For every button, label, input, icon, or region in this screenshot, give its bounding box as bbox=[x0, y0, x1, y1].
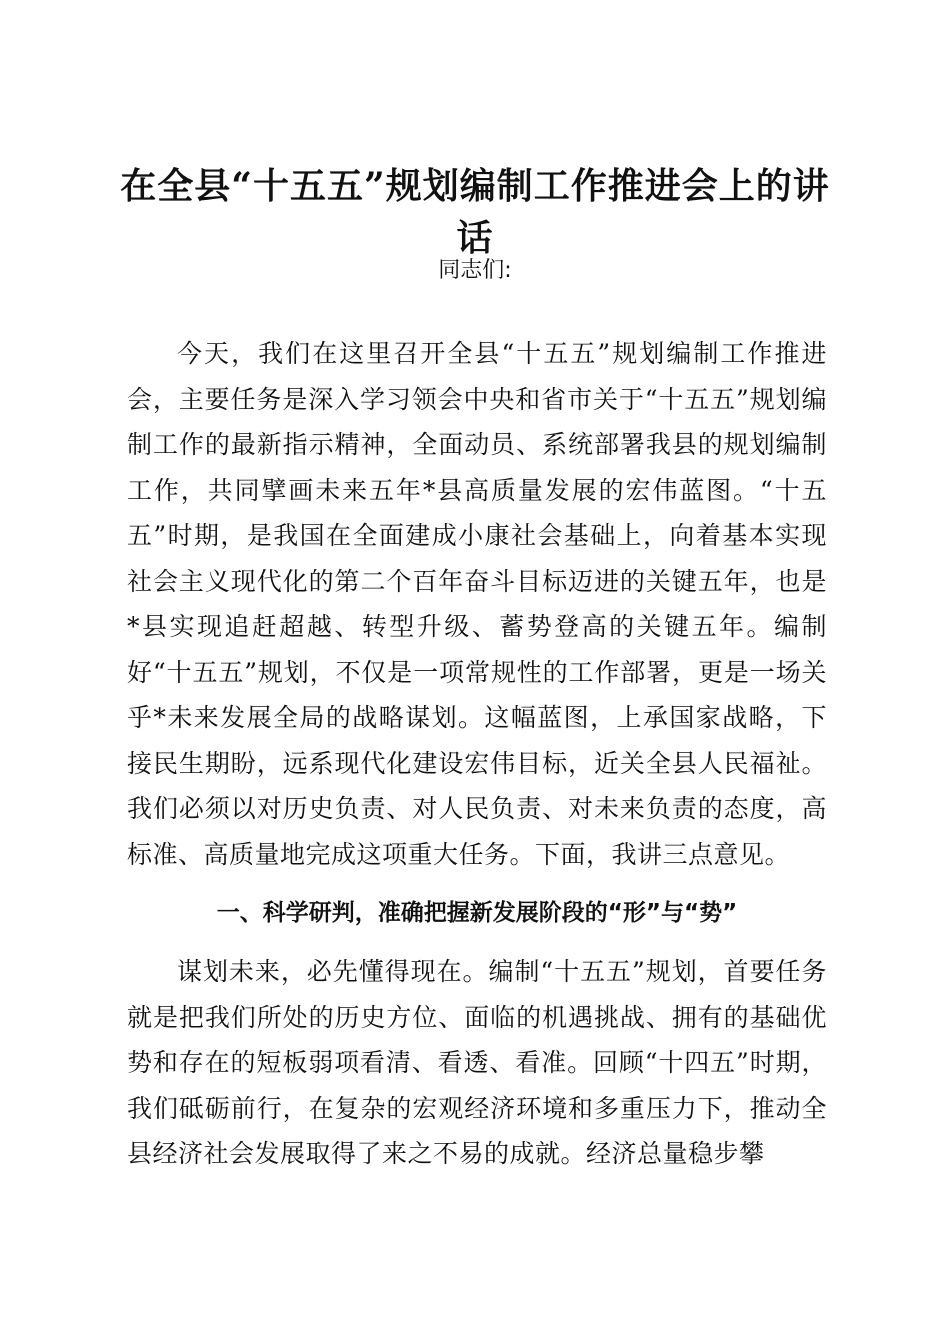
body-paragraph: 谋划未来，必先懂得现在。编制“十五五”规划，首要任务就是把我们所处的历史方位、面临的机遇挑战、拥有的基础优势和存在的短板弱项看清、看透、看准。回顾“十四五”时期，我们砥砺前行，在复杂的宏观经济环境和多重压力下，推动全县经济社会发展取得了来之不易的成就。经济总量稳步攀 bbox=[127, 957, 827, 1168]
section-heading: 一、科学研判，准确把握新发展阶段的“形”与“势” bbox=[216, 900, 738, 926]
salutation: 同志们: bbox=[438, 258, 512, 283]
body-paragraph: 今天，我们在这里召开全县“十五五”规划编制工作推进会，主要任务是深入学习领会中央和省市关于“十五五”规划编制工作的最新指示精神，全面动员、系统部署我县的规划编制工作，共同擘画未来五年*县高质量发展的宏伟蓝图。“十五五”时期，是我国在全面建成小康社会基础上，向着基本实现社会主义现代化的第二个百年奋斗目标迈进的关键五年，也是*县实现追赶超越、转型升级、蓄势登高的关键五年。编制好“十五五”规划，不仅是一项常规性的工作部署，更是一场关乎*未来发展全局的战略谋划。这幅蓝图，上承国家战略，下接民生期盼，远系现代化建设宏伟目标，近关全县人民福祉。我们必须以对历史负责、对人民负责、对未来负责的态度，高标准、高质量地完成这项重大任务。下面，我讲三点意见。 bbox=[127, 339, 827, 869]
document-title: 在全县“十五五”规划编制工作推进会上的讲话 bbox=[120, 165, 830, 259]
